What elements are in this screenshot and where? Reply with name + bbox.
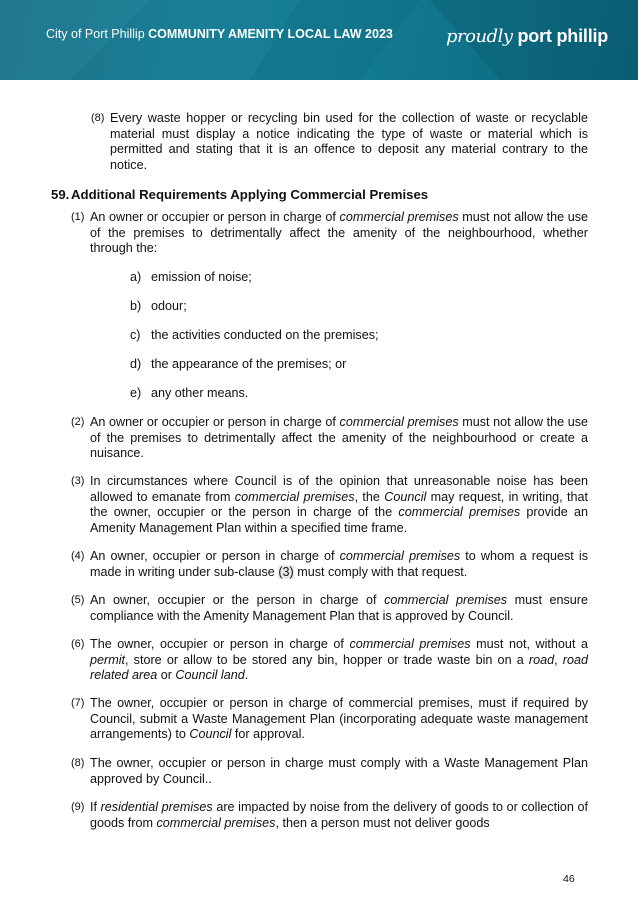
clause-2-number: (2) [71, 416, 85, 428]
subitem-text: any other means. [151, 386, 249, 400]
section-title: Additional Requirements Applying Commercial Premises [71, 187, 429, 202]
clause-4-text: An owner, occupier or person in charge of commercial premises to whom a request is made in writing under sub-clause (3) must comply with that request. [90, 549, 588, 579]
clause-4-number: (4) [71, 550, 85, 562]
subitem-text: the appearance of the premises; or [151, 357, 347, 371]
clause-1-text: An owner or occupier or person in charge of commercial premises must not allow the use of the premises to detrimentally affect the amenity of the neighbourhood, whether through the: [90, 210, 588, 256]
clause-5-text: An owner, occupier or the person in charge of commercial premises must ensure compliance with the Amenity Management Plan that is approved by Council. [90, 593, 589, 623]
section-heading [51, 187, 428, 203]
subitem-label: a) [130, 270, 142, 284]
header-banner [0, 0, 638, 80]
subitem-text: the activities conducted on the premises; [151, 328, 379, 342]
clause-1-number: (1) [71, 211, 85, 223]
clause-3-number: (3) [71, 475, 85, 487]
subitem-label: e) [130, 386, 142, 400]
clause-6-number: (6) [71, 638, 85, 650]
logo-bold-text: port phillip [517, 25, 609, 46]
clause-9-text: If residential premises are impacted by noise from the delivery of goods to or collection of goods from commercial premises, then a person must not deliver goods [90, 800, 588, 830]
clause-5-number: (5) [71, 594, 85, 606]
clause-8-text: The owner, occupier or person in charge must comply with a Waste Management Plan approved by Council.. [90, 756, 588, 786]
subclause-reference: (3) [278, 564, 294, 579]
subitem-label: d) [130, 357, 142, 371]
clause-7-text: The owner, occupier or person in charge of commercial premises, must if required by Council, submit a Waste Management Plan (incorporating adequate waste management arrangements) to Council for approval. [90, 696, 588, 742]
clause-7-number: (7) [71, 697, 85, 709]
clause-3-text: In circumstances where Council is of the opinion that unreasonable noise has been allowed to emanate from commercial premises, the Council may request, in writing, that the owner, occupier or the person in charge of the commercial premises provide an Amenity Management Plan within a specified time frame. [90, 474, 589, 535]
logo-script-text: proudly [446, 25, 513, 47]
title-prefix: City of Port Phillip [46, 27, 145, 41]
section-number: 59. [51, 187, 70, 202]
intro-paragraph: Every waste hopper or recycling bin used for the collection of waste or recyclable material must display a notice indicating the type of waste or material which is permitted and stating that it is an offence to deposit any material contrary to the notice. [110, 111, 588, 172]
subitem-label: b) [130, 299, 142, 313]
clause-9-number: (9) [71, 801, 85, 813]
proudly-port-phillip-logo [446, 18, 608, 54]
intro-number: (8) [91, 112, 105, 124]
clause-2-text: An owner or occupier or person in charge of commercial premises must not allow the use of the premises to detrimentally affect the amenity of the neighbourhood or create a nuisance. [90, 415, 588, 461]
clause-8-number: (8) [71, 757, 85, 769]
document-title [46, 27, 393, 41]
subitem-text: emission of noise; [151, 270, 252, 284]
subitem-text: odour; [151, 299, 187, 313]
clause-6-text: The owner, occupier or person in charge of commercial premises must not, without a permit, store or allow to be stored any bin, hopper or trade waste bin on a road, road related area or Council land. [90, 637, 589, 683]
page-number: 46 [563, 873, 575, 885]
title-main: COMMUNITY AMENITY LOCAL LAW 2023 [148, 27, 393, 41]
subitem-label: c) [130, 328, 141, 342]
